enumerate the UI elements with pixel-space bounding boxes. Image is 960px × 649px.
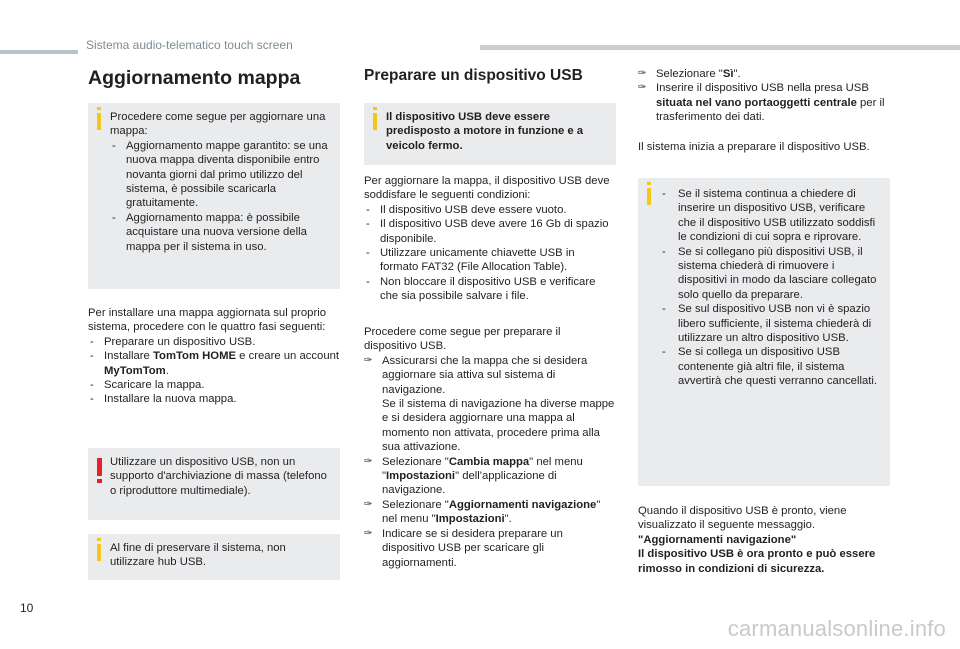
list-item: - Il dispositivo USB deve essere vuoto. (366, 203, 567, 216)
section-title-preparare-usb: Preparare un dispositivo USB (364, 67, 583, 84)
list-item: - Se si collegano più dispositivi USB, il sistema chiederà di rimuovere i dispositivi in modo da lasciare collegato solo quello da preparare. (662, 245, 877, 301)
page-number: 10 (20, 601, 34, 615)
warning-icon (97, 458, 102, 476)
usb-conditions (364, 174, 616, 304)
list-item: - Scaricare la mappa. (90, 379, 205, 392)
flag-bullet-icon: ✑ (638, 82, 647, 94)
info-box-usb-prep (364, 103, 616, 165)
flag-bullet-icon: ✑ (638, 68, 647, 79)
info-box-map-update (88, 103, 340, 289)
section-title-aggiornamento-mappa: Aggiornamento mappa (88, 67, 301, 89)
list-item: - Aggiornamento mappa: è possibile acquistare una nuova versione della mappa per il sistema in uso. (112, 211, 307, 253)
header-bar-right (480, 45, 960, 50)
info-icon (97, 544, 101, 561)
usb-procedure (364, 325, 616, 570)
list-item: - Se sul dispositivo USB non vi è spazio libero sufficiente, il sistema chiederà di utilizzare un altro dispositivo USB. (662, 303, 872, 345)
info-icon (647, 188, 651, 205)
list-item: - Il dispositivo USB deve avere 16 Gb di spazio disponibile. (366, 218, 609, 245)
final-message-title: "Aggiornamenti navigazione" (638, 533, 797, 546)
header-bar-left (0, 50, 78, 54)
list-item: - Utilizzare unicamente chiavette USB in formato FAT32 (File Allocation Table). (366, 247, 575, 274)
flag-bullet-icon: ✑ (364, 354, 373, 366)
list-item: - Installare TomTom HOME e creare un account MyTomTom. (90, 350, 340, 377)
info-icon (373, 113, 377, 130)
list-item: - Aggiornamento mappe garantito: se una nuova mappa diventa disponibile entro novanta giorni dal primo utilizzo del sistema, è possibile scaricarla gratuitamente. (112, 139, 328, 210)
final-message-body: Il dispositivo USB è ora pronto e può essere rimosso in condizioni di sicurezza. (638, 548, 876, 575)
info-box-intro: Procedere come segue per aggiornare una mappa: (110, 111, 326, 138)
list-item: ✑ Inserire il dispositivo USB nella presa USB situata nel vano portaoggetti centrale per il trasferimento dei dati. (638, 82, 885, 124)
list-item: ✑ Assicurarsi che la mappa che si desidera aggiornare sia attiva sul sistema di navigazione. Se il sistema di navigazione ha diverse mappe e si desidera aggiornare una mappa al momento non attivata, procedere prima alla sua attivazione. (364, 354, 615, 454)
list-item: - Se il sistema continua a chiedere di inserire un dispositivo USB, verificare che il dispositivo USB utilizzato soddisfi le condizioni di cui sopra e riprovare. (662, 188, 876, 244)
list-item: - Se si collega un dispositivo USB contenente già altri file, il sistema avvertirà che questi verranno cancellati. (662, 346, 878, 388)
info-box-usb-hub (88, 534, 340, 580)
conditions-intro: Per aggiornare la mappa, il dispositivo USB deve soddisfare le seguenti condizioni: (364, 175, 610, 202)
info-icon (97, 113, 101, 130)
final-message (638, 504, 890, 576)
procedure-intro: Procedere come segue per preparare il dispositivo USB. (364, 326, 561, 353)
flag-bullet-icon: ✑ (364, 455, 373, 467)
list-item: ✑ Indicare se si desidera preparare un dispositivo USB per scaricare gli aggiornamenti. (364, 527, 563, 569)
install-steps (88, 306, 340, 407)
running-header: Sistema audio-telematico touch screen (86, 38, 293, 52)
warning-text: Utilizzare un dispositivo USB, non un supporto d'archiviazione di massa (telefono o riproduttore multimediale). (110, 456, 327, 497)
list-item: ✑ Selezionare "Aggiornamenti navigazione" nel menu "Impostazioni". (364, 498, 601, 526)
list-item: ✑ Selezionare "Sì". (638, 68, 741, 80)
watermark: carmanualsonline.info (727, 616, 946, 641)
usb-final-steps (638, 67, 890, 125)
info-text: Al fine di preservare il sistema, non utilizzare hub USB. (110, 542, 286, 569)
info-box-usb-troubleshoot (638, 178, 890, 486)
list-item: - Non bloccare il dispositivo USB e verificare che sia possibile salvare i file. (366, 275, 596, 303)
final-intro: Quando il dispositivo USB è pronto, viene visualizzato il seguente messaggio. (638, 505, 847, 532)
status-text: Il sistema inizia a preparare il dispositivo USB. (638, 141, 870, 153)
flag-bullet-icon: ✑ (364, 527, 373, 539)
info-text: Il dispositivo USB deve essere predisposto a motore in funzione e a veicolo fermo. (386, 111, 584, 152)
list-item: - Installare la nuova mappa. (90, 393, 237, 406)
flag-bullet-icon: ✑ (364, 498, 373, 510)
warning-box-usb (88, 448, 340, 520)
install-intro: Per installare una mappa aggiornata sul proprio sistema, procedere con le quattro fasi seguenti: (88, 307, 327, 334)
list-item: ✑ Selezionare "Cambia mappa" nel menu "Impostazioni" dell'applicazione di navigazione. (364, 455, 583, 497)
list-item: - Preparare un dispositivo USB. (90, 335, 256, 348)
